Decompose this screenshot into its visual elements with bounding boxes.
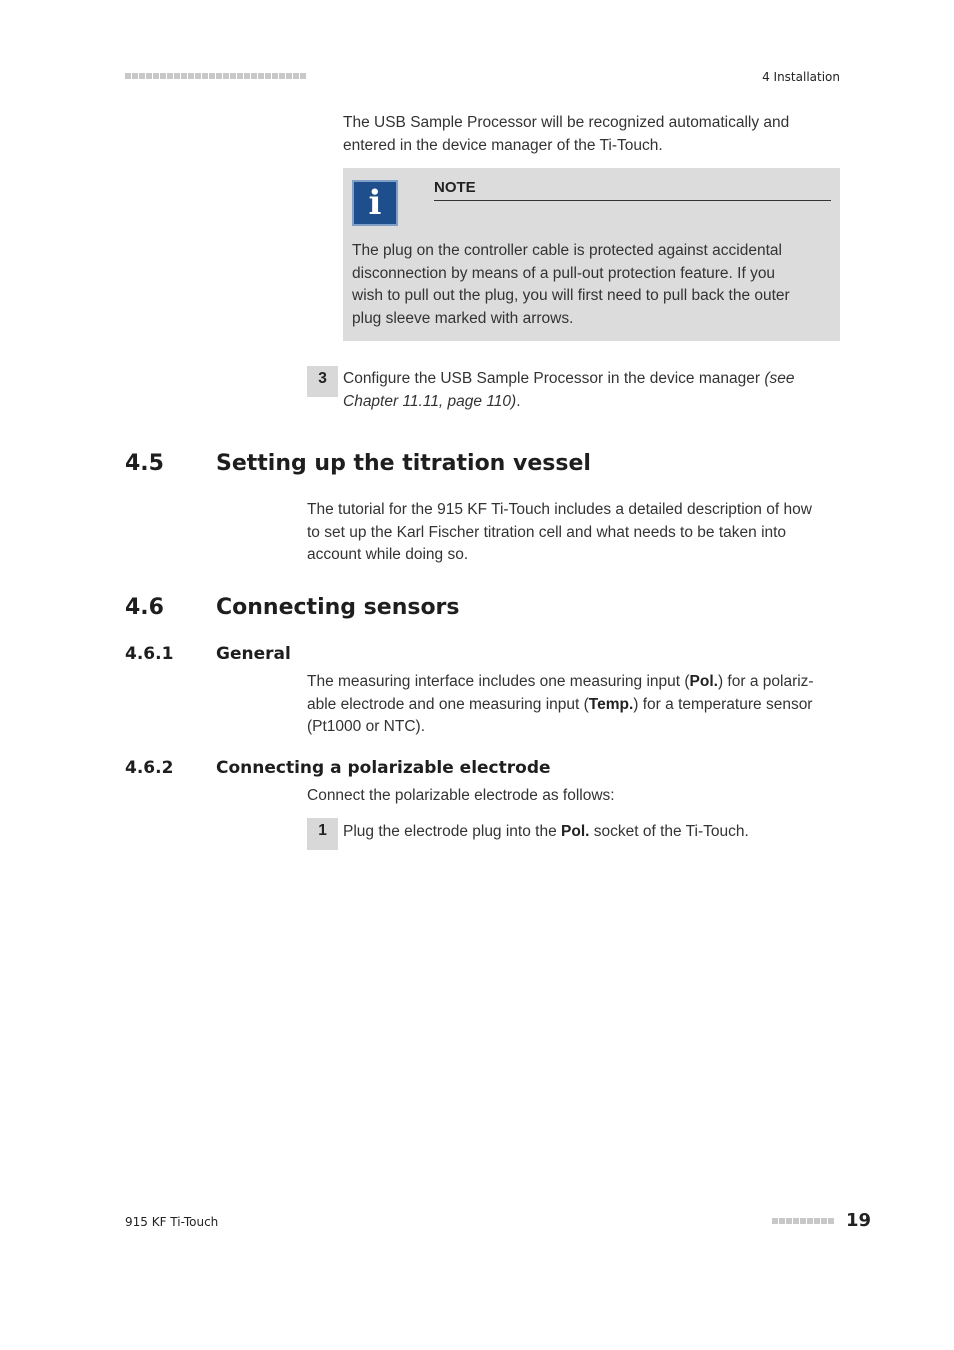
step-number: 3 [307, 366, 338, 397]
note-line: The plug on the controller cable is protected against accidental [352, 242, 782, 259]
step-3-cross-reference[interactable]: (see [764, 370, 795, 387]
step-1-text: Plug the electrode plug into the Pol. socket of the Ti-Touch. [343, 823, 749, 840]
intro-line: The USB Sample Processor will be recognized automatically and [343, 114, 790, 131]
page-number: 19 [846, 1210, 872, 1231]
step-number: 1 [307, 818, 338, 850]
note-line: disconnection by means of a pull-out protection feature. If you [352, 264, 776, 282]
note-box [343, 168, 840, 341]
section-title: Connecting sensors [216, 595, 460, 620]
intro-line: entered in the device manager of the Ti-Touch. [343, 136, 663, 154]
section-number: 4.5 [125, 451, 164, 476]
subsection-number: 4.6.2 [125, 758, 174, 778]
header-chapter: 4 Installation [762, 70, 840, 84]
section-4-6-1-paragraph: The measuring interface includes one measuring input (Pol.) for a polariz- able electrode and one measuring input (Temp.) for a temperature sensor (Pt1000 or NTC). [307, 673, 814, 735]
pol-label: Pol. [561, 823, 590, 840]
subsection-title: General [216, 644, 291, 664]
step-3-cross-reference[interactable]: Chapter 11.11, page 110) [343, 392, 517, 410]
footer-product: 915 KF Ti-Touch [125, 1215, 219, 1229]
note-line: wish to pull out the plug, you will first need to pull back the outer [352, 287, 790, 304]
note-divider [434, 200, 831, 201]
info-icon: i [352, 180, 398, 226]
section-4-5-paragraph: The tutorial for the 915 KF Ti-Touch includes a detailed description of how to set up the Karl Fischer titration cell and what needs to be taken into account while doing so. [307, 501, 812, 563]
subsection-number: 4.6.1 [125, 644, 174, 664]
intro-paragraph [343, 112, 840, 157]
footer-decoration [772, 1218, 834, 1224]
section-4-6-2-intro: Connect the polarizable electrode as follows: [307, 787, 615, 804]
note-line: plug sleeve marked with arrows. [352, 309, 574, 327]
section-number: 4.6 [125, 595, 164, 620]
note-text [352, 240, 832, 330]
step-3-text-main: Configure the USB Sample Processor in the device manager [343, 370, 765, 387]
note-title: NOTE [434, 179, 476, 196]
section-title: Setting up the titration vessel [216, 451, 591, 476]
pol-label: Pol. [689, 673, 718, 690]
step-3-text: Configure the USB Sample Processor in the device manager (see Chapter 11.11, page 110). [343, 370, 795, 410]
temp-label: Temp. [588, 695, 634, 713]
subsection-title: Connecting a polarizable electrode [216, 758, 551, 778]
header-decoration [125, 73, 306, 79]
